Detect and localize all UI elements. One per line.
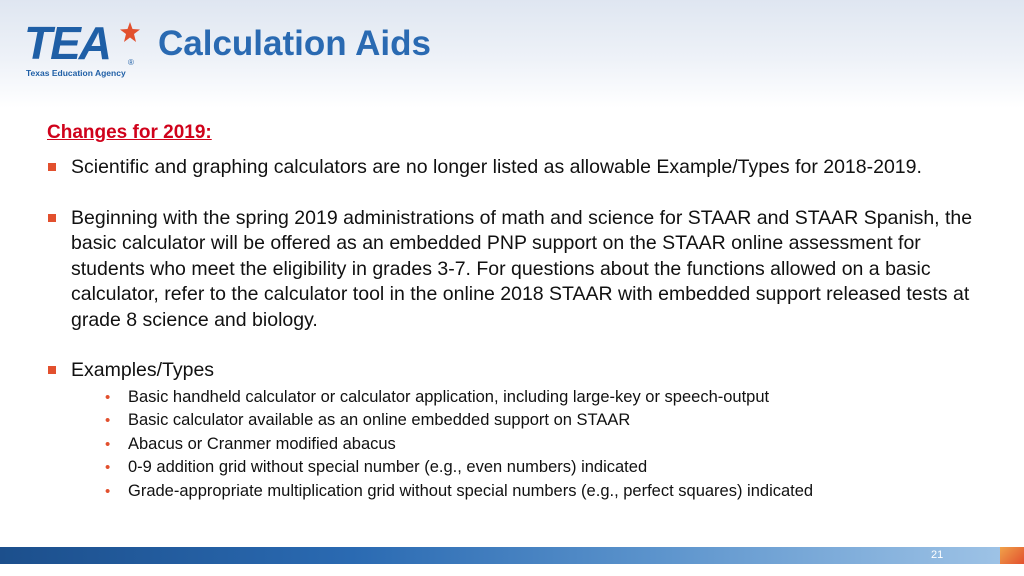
dot-bullet-icon: • [105, 482, 111, 500]
sub-bullet-text: Basic handheld calculator or calculator application, including large-key or speech-output [128, 387, 770, 406]
footer-accent [1000, 547, 1024, 564]
footer-bar [0, 547, 1005, 564]
square-bullet-icon [48, 366, 56, 374]
sub-bullet-text: Basic calculator available as an online embedded support on STAAR [128, 411, 631, 429]
dot-bullet-icon: • [105, 388, 111, 406]
logo-subtitle: Texas Education Agency [26, 68, 126, 78]
bullet-text: Beginning with the spring 2019 administrations of math and science for STAAR and STAAR Spanish, the basic calculator will be offered as an embedded PNP support on the STAAR online assessment for students who meet the eligibility in grades 3-7. For questions about the functions allowed on a basic calculator, refer to the calculator tool in the online 2018 STAAR with embedded support released tests at grade 8 science and biology. [71, 206, 973, 331]
sub-bullet-item [47, 433, 987, 457]
square-bullet-icon [48, 163, 56, 171]
dot-bullet-icon: • [105, 435, 111, 453]
changes-heading: Changes for 2019: [47, 122, 212, 143]
square-bullet-icon [48, 214, 56, 222]
star-icon [120, 22, 140, 42]
slide-header [0, 0, 1024, 108]
bullet-item [47, 358, 987, 384]
bullet-item [47, 206, 987, 334]
logo-registered-mark: ® [128, 58, 134, 67]
sub-bullet-item [47, 386, 987, 410]
sub-bullet-item [47, 409, 987, 433]
slide-content [47, 122, 987, 503]
sub-bullet-item [47, 456, 987, 480]
bullet-item [47, 155, 987, 181]
dot-bullet-icon: • [105, 412, 111, 429]
sub-bullet-item [47, 480, 987, 504]
bullet-text: Scientific and graphing calculators are no longer listed as allowable Example/Types for 2018-2019. [71, 156, 922, 178]
sub-bullet-text: Grade-appropriate multiplication grid without special numbers (e.g., perfect squares) indicated [128, 481, 814, 500]
sub-bullet-text: Abacus or Cranmer modified abacus [128, 434, 396, 453]
examples-sublist [47, 386, 987, 504]
tea-logo [24, 17, 142, 82]
dot-bullet-icon: • [105, 459, 111, 476]
slide-title: Calculation Aids [158, 24, 431, 63]
sub-bullet-text: 0-9 addition grid without special number (e.g., even numbers) indicated [128, 458, 648, 476]
page-number: 21 [931, 549, 944, 561]
bullet-text: Examples/Types [71, 359, 215, 381]
logo-wordmark: TEA [24, 17, 110, 69]
